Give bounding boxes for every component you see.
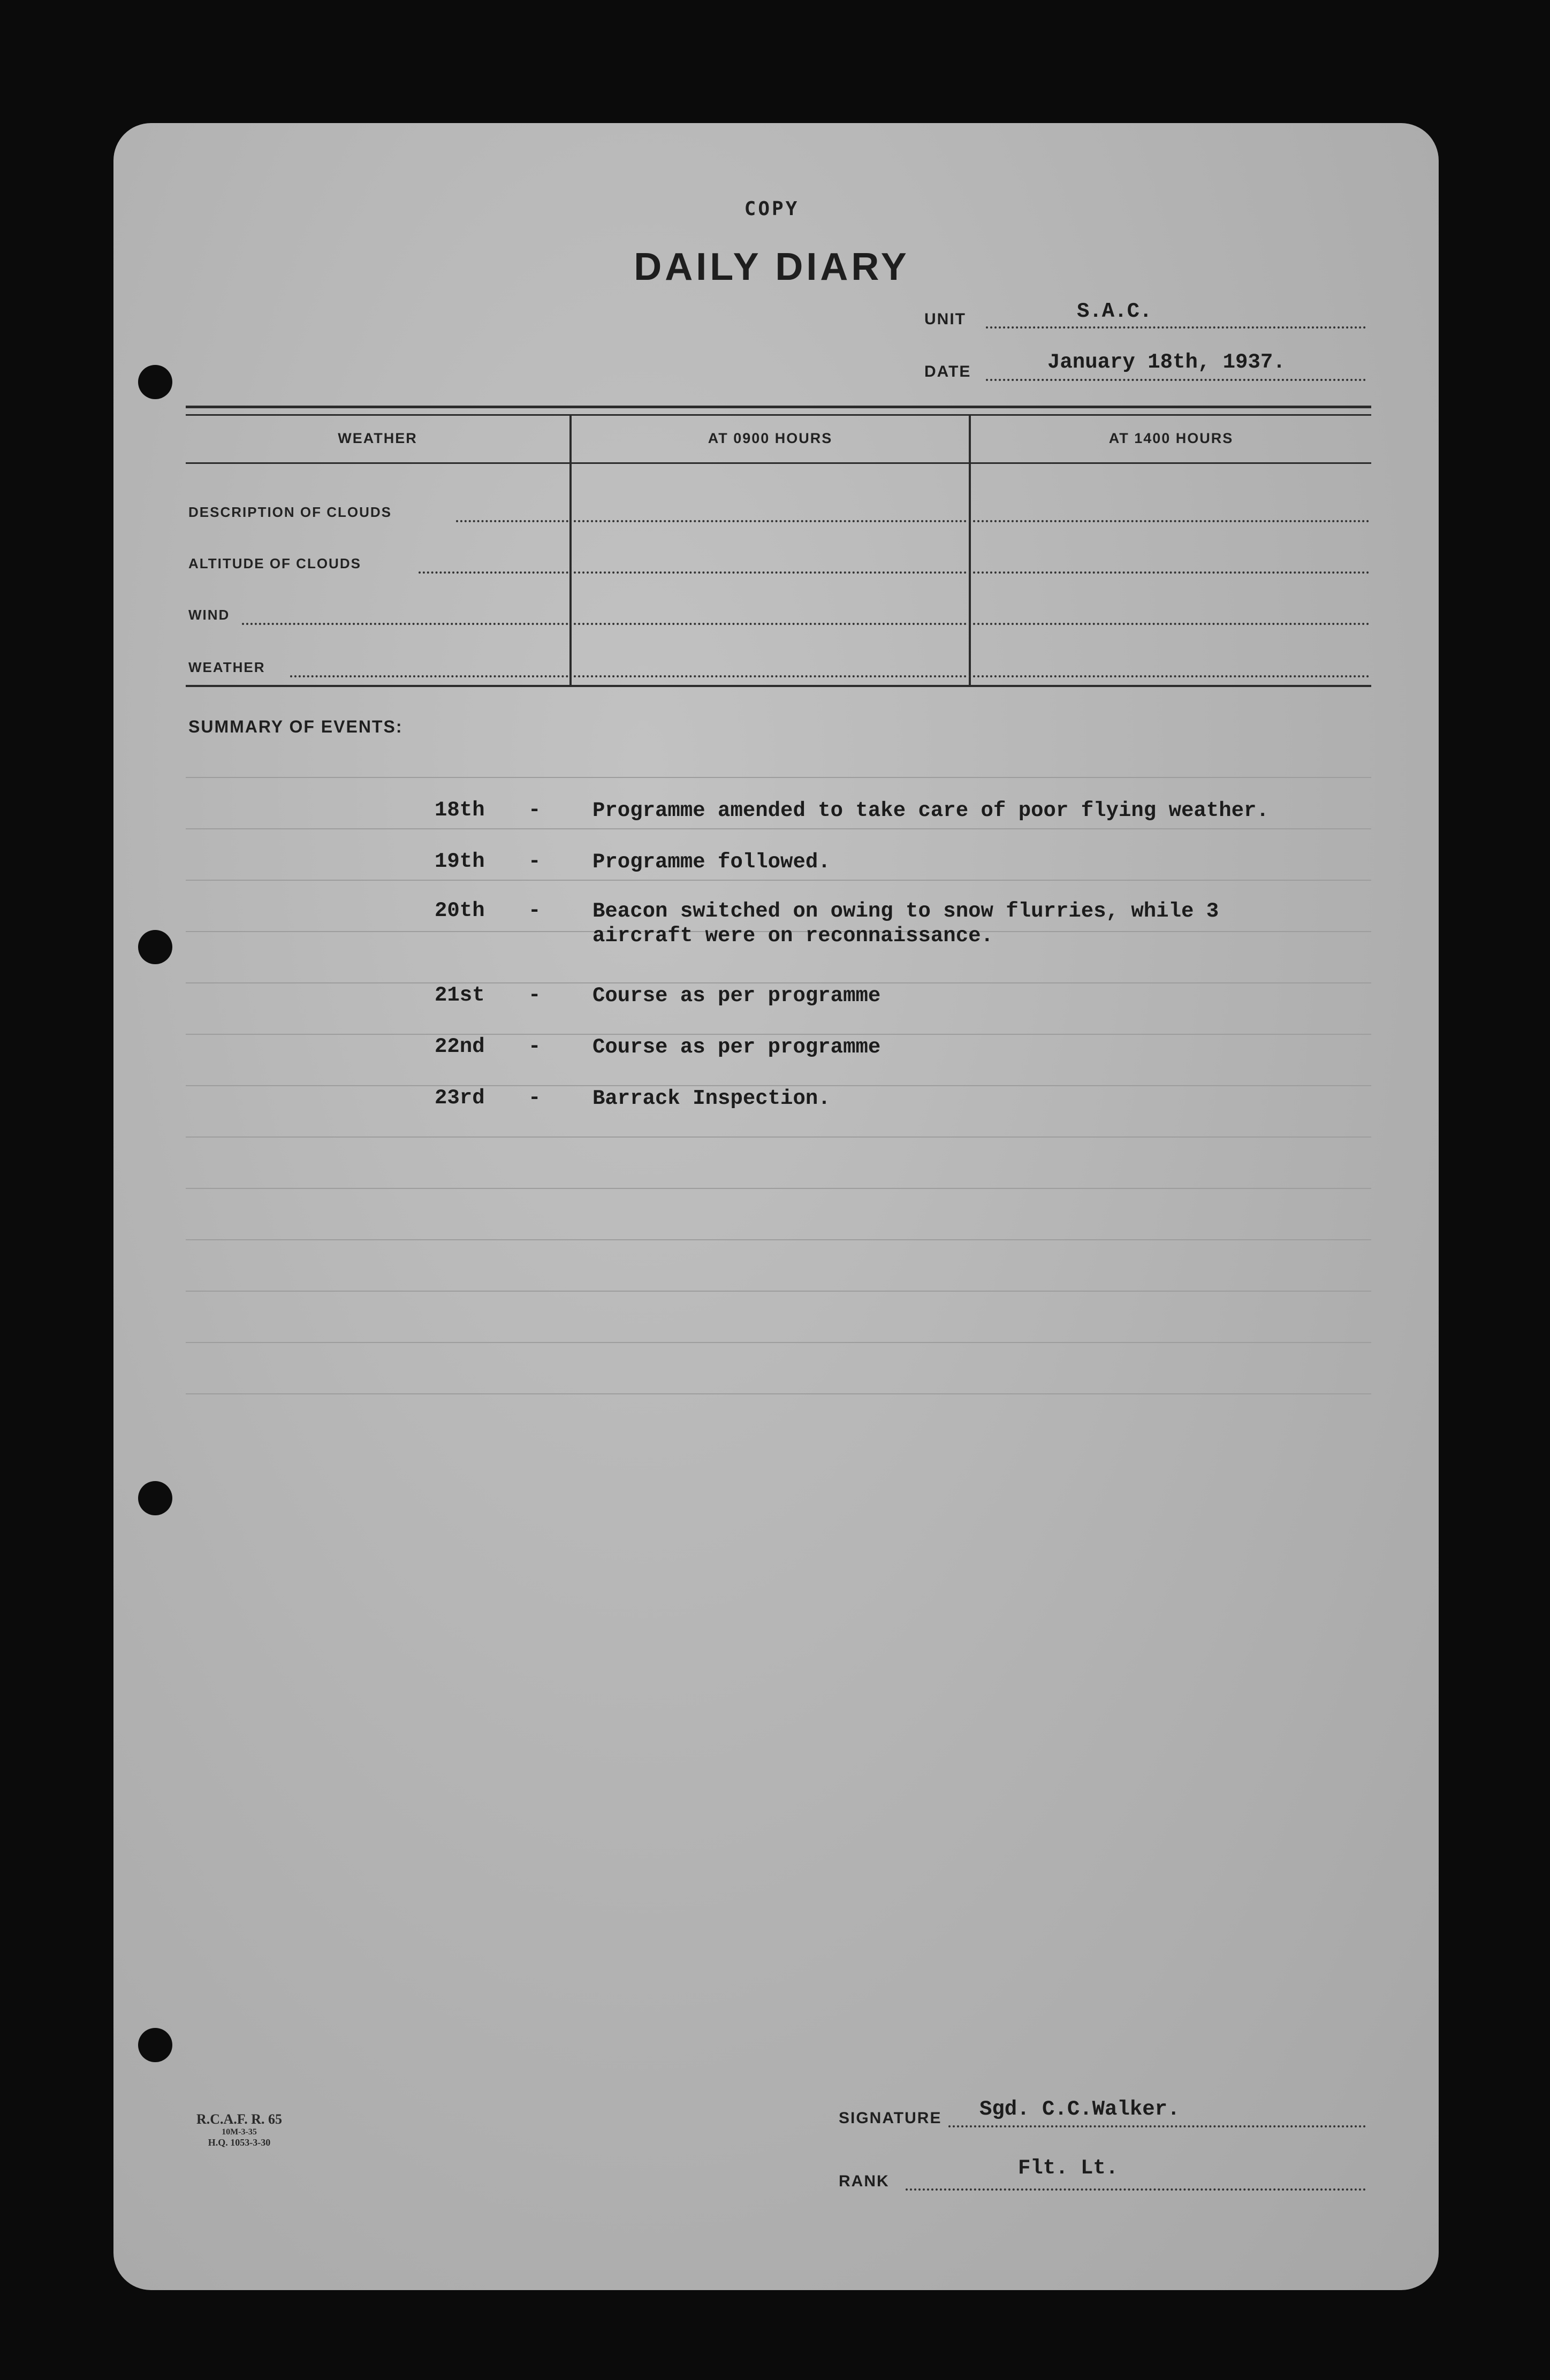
diary-page (113, 123, 1439, 2290)
event-day: 23rd (435, 1086, 485, 1110)
signature-value: Sgd. C.C.Walker. (979, 2097, 1180, 2121)
unit-value: S.A.C. (1077, 300, 1152, 323)
row-dotted-line (290, 675, 568, 677)
row-dotted-line (973, 675, 1369, 677)
table-column-divider (969, 414, 971, 687)
row-dotted-line (973, 520, 1369, 522)
1400-column-header: AT 1400 HOURS (1108, 430, 1234, 446)
table-column-divider (569, 414, 572, 687)
date-field-line (986, 379, 1366, 381)
row-label-altitude-of-clouds: ALTITUDE OF CLOUDS (188, 555, 361, 571)
table-top-border-2 (186, 414, 1371, 416)
row-label-wind: WIND (188, 607, 230, 623)
form-number (170, 2111, 309, 2148)
event-day: 22nd (435, 1035, 485, 1058)
ruled-line (186, 1239, 1371, 1240)
rank-field-line (906, 2188, 1366, 2191)
row-label-weather: WEATHER (188, 659, 265, 675)
row-dotted-line (419, 571, 568, 574)
event-day: 20th (435, 899, 485, 922)
ruled-line (186, 1342, 1371, 1343)
event-dash: - (528, 899, 541, 922)
signature-label: SIGNATURE (839, 2109, 942, 2127)
event-text: Course as per programme (592, 984, 881, 1008)
table-top-border (186, 406, 1371, 408)
ruled-line (186, 1291, 1371, 1292)
ruled-line (186, 1188, 1371, 1189)
table-header-rule (186, 462, 1371, 464)
event-dash: - (528, 983, 541, 1007)
binder-hole (138, 1481, 172, 1515)
event-text: Barrack Inspection. (592, 1087, 831, 1110)
row-dotted-line (973, 571, 1369, 574)
unit-field-line (986, 326, 1366, 329)
row-dotted-line (973, 623, 1369, 625)
row-dotted-line (574, 623, 967, 625)
row-dotted-line (574, 571, 967, 574)
row-dotted-line (574, 520, 967, 522)
rank-value: Flt. Lt. (1018, 2156, 1119, 2180)
row-label-description-of-clouds: DESCRIPTION OF CLOUDS (188, 504, 392, 520)
event-text: Programme amended to take care of poor flying weather. (592, 799, 1269, 822)
0900-column-header: AT 0900 HOURS (708, 430, 833, 446)
event-text: Beacon switched on owing to snow flurries, while 3 aircraft were on reconnaissance. (592, 899, 1219, 948)
copy-label: COPY (744, 198, 800, 220)
event-dash: - (528, 798, 541, 822)
ruled-line (186, 1393, 1371, 1394)
row-dotted-line (456, 520, 568, 522)
form-number-line: R.C.A.F. R. 65 (196, 2111, 283, 2127)
binder-hole (138, 2028, 172, 2062)
row-dotted-line (574, 675, 967, 677)
ruled-line (186, 1136, 1371, 1138)
event-text: Programme followed. (592, 850, 831, 874)
weather-column-header: WEATHER (338, 430, 417, 446)
event-day: 18th (435, 798, 485, 822)
event-day: 21st (435, 983, 485, 1007)
form-number-line: 10M-3-35 (222, 2127, 257, 2137)
unit-label: UNIT (924, 310, 966, 328)
rank-label: RANK (839, 2172, 890, 2190)
ruled-line (186, 828, 1371, 829)
binder-hole (138, 930, 172, 964)
event-text: Course as per programme (592, 1035, 881, 1059)
summary-heading: SUMMARY OF EVENTS: (188, 717, 403, 736)
binder-hole (138, 365, 172, 399)
page-title: DAILY DIARY (634, 246, 910, 288)
ruled-line (186, 880, 1371, 881)
ruled-line (186, 777, 1371, 778)
date-label: DATE (924, 363, 971, 380)
event-dash: - (528, 1086, 541, 1110)
form-number-line: H.Q. 1053-3-30 (208, 2137, 271, 2148)
table-bottom-border (186, 685, 1371, 687)
event-dash: - (528, 1035, 541, 1058)
event-day: 19th (435, 850, 485, 873)
signature-field-line (948, 2125, 1366, 2127)
date-value: January 18th, 1937. (1047, 350, 1286, 374)
row-dotted-line (242, 623, 568, 625)
event-dash: - (528, 850, 541, 873)
